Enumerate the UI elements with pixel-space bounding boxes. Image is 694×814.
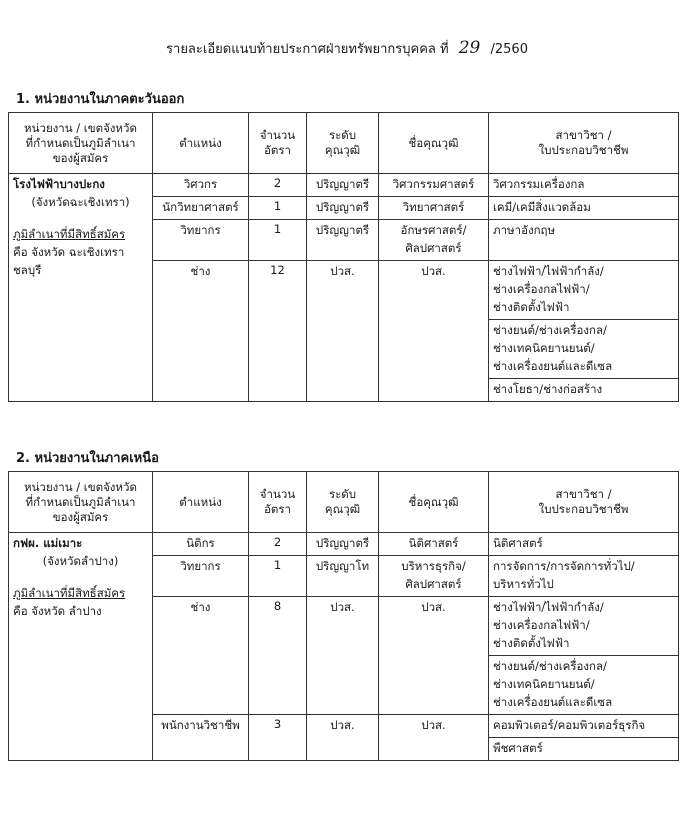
degree-cell: ปวส.: [379, 597, 489, 715]
level-cell: ปริญญาตรี: [307, 174, 379, 197]
major-cell: ช่างไฟฟ้า/ไฟฟ้ากำลัง/ ช่างเครื่องกลไฟฟ้า/ ช่างติดตั้งไฟฟ้า: [489, 597, 679, 656]
col-header-degree: ชื่อคุณวุฒิ: [379, 113, 489, 174]
level-cell: ปวส.: [307, 715, 379, 761]
col-header-quota: จำนวน อัตรา: [249, 472, 307, 533]
position-cell: พนักงานวิชาชีพ: [153, 715, 249, 761]
col-header-agency: หน่วยงาน / เขตจังหวัด ที่กำหนดเป็นภูมิลำเนา ของผู้สมัคร: [9, 472, 153, 533]
degree-cell: บริหารธุรกิจ/ ศิลปศาสตร์: [379, 556, 489, 597]
col-header-position: ตำแหน่ง: [153, 113, 249, 174]
agency-province: (จังหวัดฉะเชิงเทรา): [31, 195, 130, 209]
position-cell: ช่าง: [153, 597, 249, 715]
announcement-year: /2560: [490, 42, 528, 57]
table-row: [9, 533, 679, 556]
major-cell: นิติศาสตร์: [489, 533, 679, 556]
major-cell: พืชศาสตร์: [489, 738, 679, 761]
position-cell: วิทยากร: [153, 220, 249, 261]
agency-name: กฟผ. แม่เมาะ: [13, 536, 83, 550]
agency-cell: [9, 174, 153, 402]
domicile-area: คือ จังหวัด ลำปาง: [13, 604, 102, 618]
position-cell: วิทยากร: [153, 556, 249, 597]
agency-cell: [9, 533, 153, 761]
quota-cell: 12: [249, 261, 307, 402]
domicile-area: คือ จังหวัด ฉะเชิงเทรา ชลบุรี: [13, 245, 125, 277]
major-cell: ช่างยนต์/ช่างเครื่องกล/ ช่างเทคนิคยานยนต์/ ช่างเครื่องยนต์และดีเซล: [489, 656, 679, 715]
degree-cell: วิศวกรรมศาสตร์: [379, 174, 489, 197]
degree-cell: นิติศาสตร์: [379, 533, 489, 556]
major-cell: ช่างยนต์/ช่างเครื่องกล/ ช่างเทคนิคยานยนต์/ ช่างเครื่องยนต์และดีเซล: [489, 320, 679, 379]
major-cell: ช่างโยธา/ช่างก่อสร้าง: [489, 379, 679, 402]
position-cell: วิศวกร: [153, 174, 249, 197]
col-header-quota: จำนวน อัตรา: [249, 113, 307, 174]
level-cell: ปริญญาโท: [307, 556, 379, 597]
table-row: [9, 174, 679, 197]
col-header-major: สาขาวิชา / ใบประกอบวิชาชีพ: [489, 472, 679, 533]
quota-cell: 2: [249, 533, 307, 556]
col-header-level: ระดับ คุณวุฒิ: [307, 113, 379, 174]
col-header-major: สาขาวิชา / ใบประกอบวิชาชีพ: [489, 113, 679, 174]
major-cell: ภาษาอังกฤษ: [489, 220, 679, 261]
level-cell: ปริญญาตรี: [307, 220, 379, 261]
table-north: [8, 471, 679, 761]
major-cell: ช่างไฟฟ้า/ไฟฟ้ากำลัง/ ช่างเครื่องกลไฟฟ้า/ ช่างติดตั้งไฟฟ้า: [489, 261, 679, 320]
quota-cell: 1: [249, 220, 307, 261]
level-cell: ปวส.: [307, 261, 379, 402]
quota-cell: 3: [249, 715, 307, 761]
agency-name: โรงไฟฟ้าบางปะกง: [13, 177, 105, 191]
degree-cell: ปวส.: [379, 261, 489, 402]
quota-cell: 2: [249, 174, 307, 197]
domicile-label: ภูมิลำเนาที่มีสิทธิ์สมัคร: [13, 227, 126, 241]
position-cell: นิติกร: [153, 533, 249, 556]
degree-cell: ปวส.: [379, 715, 489, 761]
col-header-degree: ชื่อคุณวุฒิ: [379, 472, 489, 533]
domicile-label: ภูมิลำเนาที่มีสิทธิ์สมัคร: [13, 586, 126, 600]
col-header-position: ตำแหน่ง: [153, 472, 249, 533]
degree-cell: วิทยาศาสตร์: [379, 197, 489, 220]
quota-cell: 8: [249, 597, 307, 715]
major-cell: คอมพิวเตอร์/คอมพิวเตอร์ธุรกิจ: [489, 715, 679, 738]
agency-province: (จังหวัดลำปาง): [42, 554, 119, 568]
col-header-level: ระดับ คุณวุฒิ: [307, 472, 379, 533]
major-cell: วิศวกรรมเครื่องกล: [489, 174, 679, 197]
level-cell: ปริญญาตรี: [307, 533, 379, 556]
quota-cell: 1: [249, 556, 307, 597]
col-header-agency: หน่วยงาน / เขตจังหวัด ที่กำหนดเป็นภูมิลำเนา ของผู้สมัคร: [9, 113, 153, 174]
quota-cell: 1: [249, 197, 307, 220]
level-cell: ปวส.: [307, 597, 379, 715]
announcement-number: 29: [458, 38, 481, 58]
major-cell: การจัดการ/การจัดการทั่วไป/ บริหารทั่วไป: [489, 556, 679, 597]
level-cell: ปริญญาตรี: [307, 197, 379, 220]
page-header: [0, 38, 694, 59]
position-cell: ช่าง: [153, 261, 249, 402]
position-cell: นักวิทยาศาสตร์: [153, 197, 249, 220]
header-title: รายละเอียดแนบท้ายประกาศฝ่ายทรัพยากรบุคคล ที่: [166, 42, 449, 57]
table-east: [8, 112, 679, 402]
section-title-north: 2. หน่วยงานในภาคเหนือ: [16, 451, 159, 466]
major-cell: เคมี/เคมีสิ่งแวดล้อม: [489, 197, 679, 220]
degree-cell: อักษรศาสตร์/ ศิลปศาสตร์: [379, 220, 489, 261]
section-title-east: 1. หน่วยงานในภาคตะวันออก: [16, 92, 185, 107]
header-row: [9, 472, 679, 533]
header-row: [9, 113, 679, 174]
